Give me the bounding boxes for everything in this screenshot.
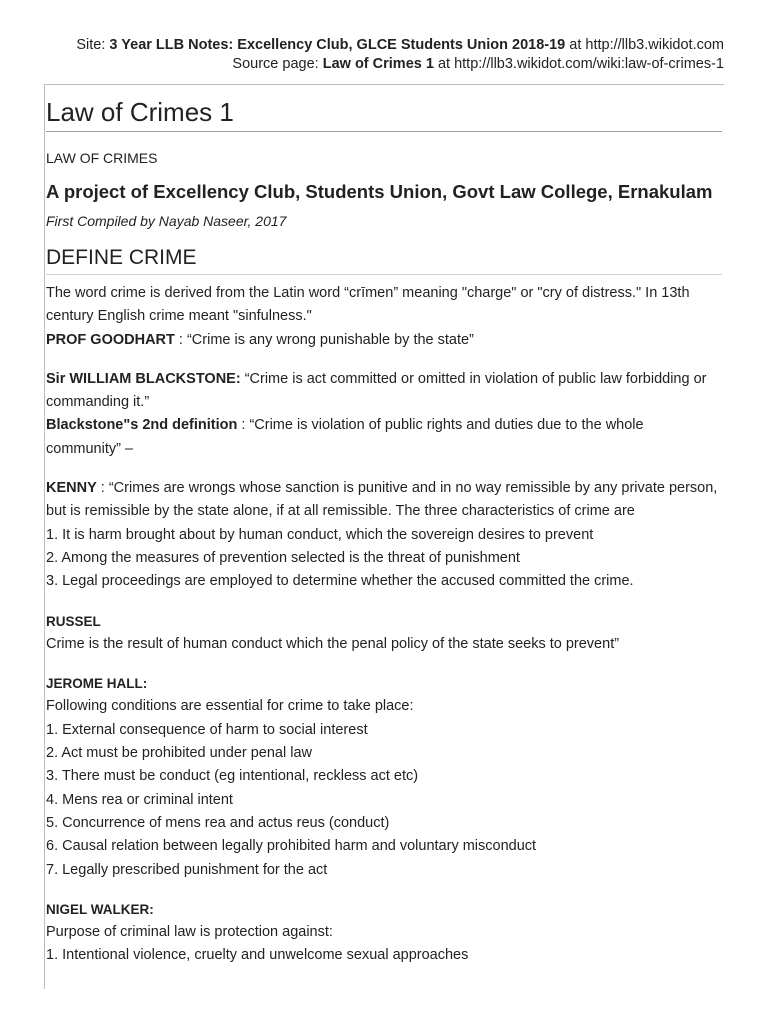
blackstone-label: Sir WILLIAM BLACKSTONE: bbox=[46, 370, 241, 387]
blackstone2-text: : “Crime is violation of public rights and duties due to the whole community” – bbox=[46, 417, 644, 457]
kenny-text: : “Crimes are wrongs whose sanction is punitive and in no way remissible by any private person, but is remissible by the state alone, if at all remissible. The three characteristics of crime are bbox=[46, 480, 718, 520]
list-item: 4. Mens rea or criminal intent bbox=[46, 791, 233, 808]
kenny-definition bbox=[46, 477, 722, 524]
list-item: 5. Concurrence of mens rea and actus reus (conduct) bbox=[46, 814, 390, 831]
page-subtitle: LAW OF CRIMES bbox=[46, 150, 158, 166]
compiled-by: First Compiled by Nayab Naseer, 2017 bbox=[46, 213, 287, 229]
list-item: 3. Legal proceedings are employed to determine whether the accused committed the crime. bbox=[46, 573, 634, 590]
project-heading: A project of Excellency Club, Students Union, Govt Law College, Ernakulam bbox=[46, 181, 713, 202]
source-header bbox=[34, 36, 724, 74]
blackstone-definition bbox=[46, 368, 722, 415]
site-line bbox=[34, 36, 724, 55]
source-prefix: Source page: bbox=[232, 56, 323, 72]
list-item: 3. There must be conduct (eg intentional, reckless act etc) bbox=[46, 768, 419, 785]
source-url[interactable]: at http://llb3.wikidot.com/wiki:law-of-crimes-1 bbox=[433, 56, 724, 72]
site-name: 3 Year LLB Notes: Excellency Club, GLCE Students Union 2018-19 bbox=[109, 37, 566, 53]
section-heading-define-crime: DEFINE CRIME bbox=[46, 243, 722, 275]
walker-label: NIGEL WALKER: bbox=[46, 901, 154, 917]
page-content bbox=[46, 94, 722, 968]
list-item: 1. Intentional violence, cruelty and unwelcome sexual approaches bbox=[46, 947, 469, 964]
walker-intro: Purpose of criminal law is protection against: bbox=[46, 924, 333, 941]
blackstone-second-definition bbox=[46, 414, 722, 461]
kenny-label: KENNY bbox=[46, 480, 97, 497]
goodhart-text: : “Crime is any wrong punishable by the state” bbox=[174, 331, 474, 348]
site-url[interactable]: at http://llb3.wikidot.com bbox=[565, 37, 724, 53]
list-item: 2. Among the measures of prevention selected is the threat of punishment bbox=[46, 549, 520, 566]
list-item: 6. Causal relation between legally prohibited harm and voluntary misconduct bbox=[46, 838, 537, 855]
source-line bbox=[34, 55, 724, 74]
site-prefix: Site: bbox=[76, 37, 110, 53]
list-item: 1. It is harm brought about by human conduct, which the sovereign desires to prevent bbox=[46, 526, 594, 543]
page-title: Law of Crimes 1 bbox=[46, 94, 722, 132]
russel-text: Crime is the result of human conduct which the penal policy of the state seeks to prevent” bbox=[46, 635, 620, 652]
list-item: 7. Legally prescribed punishment for the act bbox=[46, 861, 328, 878]
russel-label: RUSSEL bbox=[46, 613, 101, 629]
left-border bbox=[44, 84, 45, 989]
hall-label: JEROME HALL: bbox=[46, 676, 148, 692]
goodhart-label: PROF GOODHART bbox=[46, 331, 175, 348]
goodhart-definition bbox=[46, 329, 722, 352]
hall-intro: Following conditions are essential for crime to take place: bbox=[46, 698, 414, 715]
list-item: 2. Act must be prohibited under penal law bbox=[46, 745, 312, 762]
blackstone-text: “Crime is act committed or omitted in violation of public law forbidding or commanding it.” bbox=[46, 370, 707, 411]
intro-paragraph: The word crime is derived from the Latin word “crīmen” meaning "charge" or "cry of distress." In 13th century English crime meant "sinfulness." bbox=[46, 285, 690, 325]
top-divider bbox=[44, 84, 724, 85]
list-item: 1. External consequence of harm to social interest bbox=[46, 721, 368, 738]
blackstone2-label: Blackstone"s 2nd definition bbox=[46, 417, 238, 434]
source-name: Law of Crimes 1 bbox=[322, 56, 434, 72]
